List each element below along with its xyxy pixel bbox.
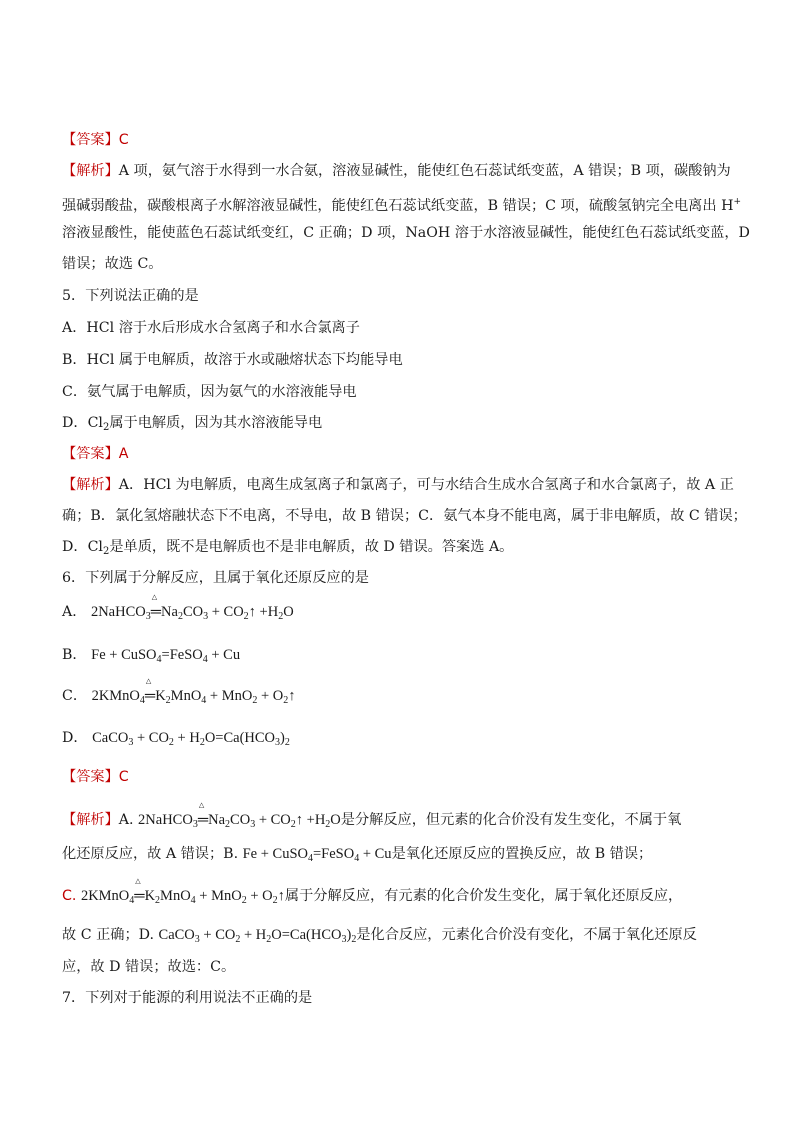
answer-tag: 【答案】 bbox=[62, 769, 119, 785]
q6-analysis-line-1: 【解析】A. 2NaHCO$_3$ △ $═Na_2CO_3$ + $CO_2↑ +H_2O$是分解反应，但元素的化合价没有发生变化，不属于氧 bbox=[62, 801, 682, 830]
q5-option-a: A．HCl 溶于水后形成水合氢离子和水合氯离子 bbox=[62, 320, 360, 336]
equation-d: CaCO$_3$ + $CO_2 + H_2O=Ca(HCO_3)_2$ bbox=[92, 730, 290, 748]
q4-answer-value: C bbox=[118, 132, 129, 148]
q5-answer-line bbox=[62, 444, 742, 464]
analysis-tag: 【解析】 bbox=[62, 163, 119, 179]
q5-answer-value: A bbox=[118, 446, 129, 462]
q4-analysis-line-3: 溶液显酸性，能使蓝色石蕊试纸变红，C 正确；D 项，NaOH 溶于水溶液显碱性，能使红色石蕊试纸变蓝，D bbox=[62, 225, 750, 241]
q7-stem: 7．下列对于能源的利用说法不正确的是 bbox=[62, 990, 313, 1006]
equation-c: 2KMnO$_4$ △ $═K_2MnO_4 + MnO_2$ + $O_2↑$ bbox=[91, 677, 296, 706]
q6-option-b: B． Fe + CuSO$_4$=FeSO$_4$ + Cu bbox=[62, 647, 241, 665]
answer-tag: 【答案】 bbox=[62, 132, 119, 148]
q5-option-b: B．HCl 属于电解质，故溶于水或融熔状态下均能导电 bbox=[62, 352, 403, 368]
q4-analysis-line-1: 【解析】A 项，氨气溶于水得到一水合氨，溶液显碱性，能使红色石蕊试纸变蓝，A 错误；B 项，碳酸钠为 bbox=[62, 163, 731, 179]
q6-answer-line bbox=[62, 767, 742, 787]
q6-option-d: D． CaCO$_3$ + $CO_2 + H_2O=Ca(HCO_3)_2$ bbox=[62, 730, 290, 748]
analysis-tag: 【解析】 bbox=[62, 477, 119, 493]
q4-analysis-line-2: 强碱弱酸盐，碳酸根离子水解溶液显碱性，能使红色石蕊试纸变蓝，B 错误；C 项，硫酸氢钠完全电离出 H+ bbox=[62, 197, 741, 214]
q6-option-a: A． 2NaHCO$_3$ △ $═Na_2CO_3$ + $CO_2↑ +H_2O$ bbox=[62, 593, 294, 622]
q6-analysis-line-5: 应，故 D 错误；故选：C。 bbox=[62, 959, 236, 975]
q5-analysis-line-2: 确；B．氯化氢熔融状态下不电离，不导电，故 B 错误；C．氨气本身不能电离，属于非电解质，故 C 错误； bbox=[62, 508, 747, 524]
answer-tag: 【答案】 bbox=[62, 446, 119, 462]
q6-stem: 6．下列属于分解反应，且属于氧化还原反应的是 bbox=[62, 570, 369, 586]
q4-analysis-line-4: 错误；故选 C。 bbox=[62, 256, 163, 272]
q5-stem: 5．下列说法正确的是 bbox=[62, 288, 199, 304]
q5-option-d: D．$Cl_2$属于电解质，因为其水溶液能导电 bbox=[62, 415, 323, 433]
equation-b: Fe + CuSO$_4$=FeSO$_4$ + Cu bbox=[91, 647, 241, 665]
q5-analysis-line-1: 【解析】A．HCl 为电解质，电离生成氢离子和氯离子，可与水结合生成水合氢离子和水合氯离子，故 A 正 bbox=[62, 477, 734, 493]
q5-option-c: C．氨气属于电解质，因为氨气的水溶液能导电 bbox=[62, 384, 357, 400]
superscript-plus: + bbox=[733, 197, 741, 207]
q6-answer-value: C bbox=[118, 769, 129, 785]
q6-option-c: C． 2KMnO$_4$ △ $═K_2MnO_4 + MnO_2$ + $O_2↑$ bbox=[62, 677, 296, 706]
analysis-tag: 【解析】 bbox=[62, 812, 119, 828]
q5-analysis-line-3: D．$Cl_2$是单质，既不是电解质也不是非电解质，故 D 错误。答案选 A。 bbox=[62, 539, 514, 557]
q6-analysis-line-2: 化还原反应，故 A 错误；B. Fe + CuSO$_4$=FeSO$_4$ + Cu是氧化还原反应的置换反应，故 B 错误； bbox=[62, 846, 653, 864]
q6-analysis-line-3: C. 2KMnO$_4$ △ $═K_2MnO_4 + MnO_2$ + $O_2↑$属于分解反应，有元素的化合价发生变化，属于氧化还原反应， bbox=[62, 877, 683, 906]
q6-analysis-line-4: 故 C 正确；D. CaCO$_3$ + $CO_2 + H_2O=Ca(HCO_3)_2$是化合反应，元素化合价没有变化，不属于氧化还原反 bbox=[62, 927, 697, 945]
equation-a: 2NaHCO$_3$ △ $═Na_2CO_3$ + $CO_2↑ +H_2O$ bbox=[90, 593, 294, 622]
q4-answer-line bbox=[62, 130, 742, 150]
